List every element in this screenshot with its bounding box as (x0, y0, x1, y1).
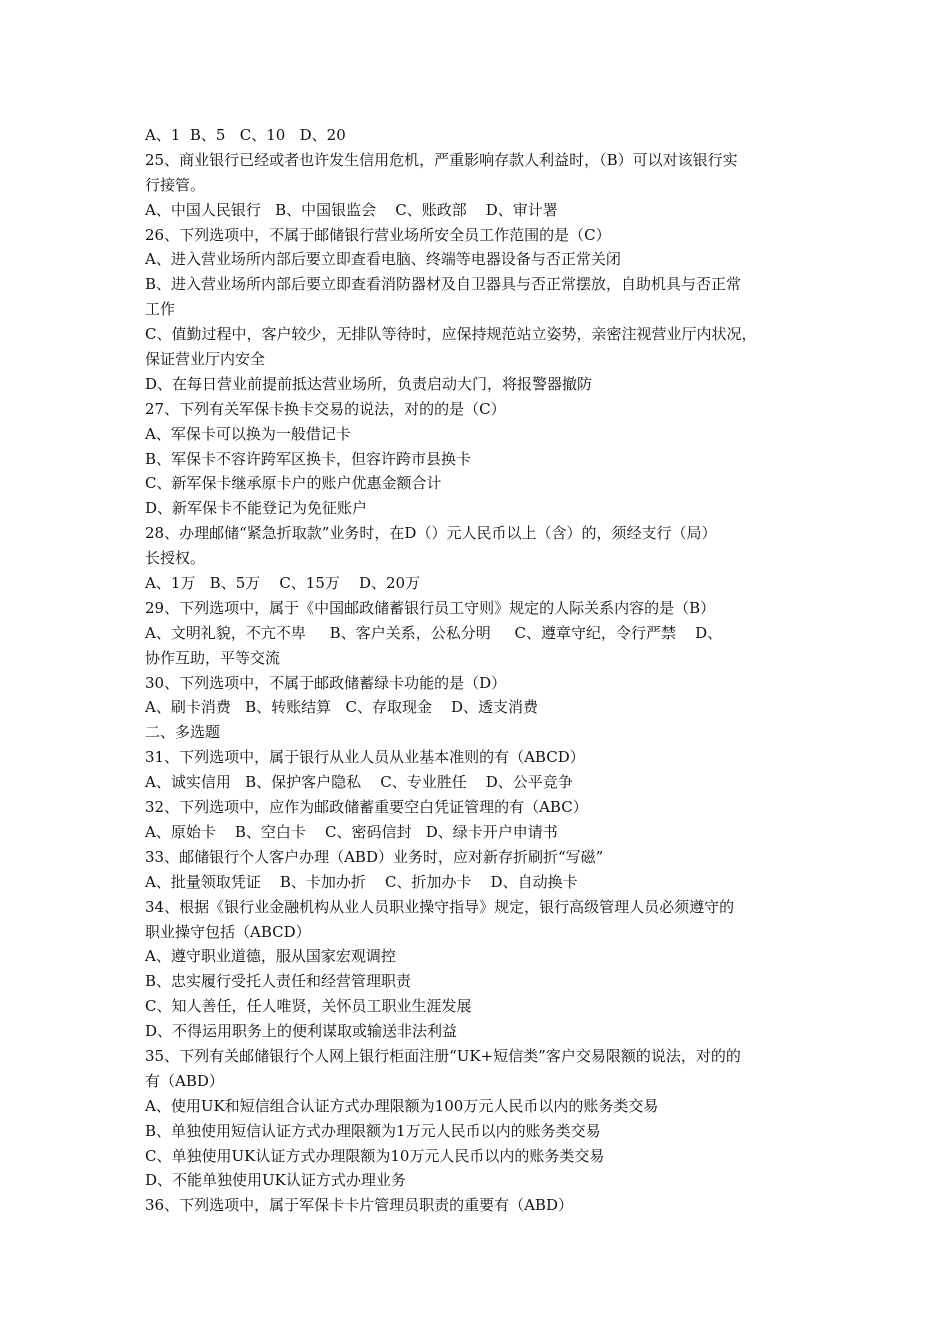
text-line: 有（ABD） (145, 1071, 224, 1090)
option-a: A、进入营业场所内部后要立即查看电脑、终端等电器设备与否正常关闭 (145, 250, 621, 269)
question-31: 31、下列选项中，属于银行从业人员从业基本准则的有（ABCD） (145, 748, 585, 767)
text-line: 工作 (145, 300, 176, 319)
question-28: 28、办理邮储“紧急折取款”业务时，在D（）元人民币以上（含）的，须经支行（局） (145, 524, 717, 543)
option-a: A、使用UK和短信组合认证方式办理限额为100万元人民币以内的账务类交易 (145, 1096, 659, 1115)
option-d: D、不能单独使用UK认证方式办理业务 (145, 1171, 406, 1190)
option-a: A、军保卡可以换为一般借记卡 (145, 424, 351, 443)
text-line: 保证营业厅内安全 (145, 350, 266, 369)
option-c: C、单独使用UK认证方式办理限额为10万元人民币以内的账务类交易 (145, 1146, 605, 1165)
option-b: B、忠实履行受托人责任和经营管理职责 (145, 972, 412, 991)
option-c: C、新军保卡继承原卡户的账户优惠金额合计 (145, 474, 442, 493)
options-31: A、诚实信用 B、保护客户隐私 C、专业胜任 D、公平竞争 (145, 773, 573, 792)
question-34: 34、根据《银行业金融机构从业人员职业操守指导》规定，银行高级管理人员必须遵守的 (145, 897, 735, 916)
option-b: B、军保卡不容许跨军区换卡，但容许跨市县换卡 (145, 449, 472, 468)
option-b: B、单独使用短信认证方式办理限额为1万元人民币以内的账务类交易 (145, 1121, 601, 1140)
section-heading: 二、多选题 (145, 723, 221, 742)
options-33: A、批量领取凭证 B、卡加办折 C、折加办卡 D、自动换卡 (145, 872, 578, 891)
options-30: A、刷卡消费 B、转账结算 C、存取现金 D、透支消费 (145, 698, 539, 717)
options-32: A、原始卡 B、空白卡 C、密码信封 D、绿卡开户申请书 (145, 822, 558, 841)
question-30: 30、下列选项中，不属于邮政储蓄绿卡功能的是（D） (145, 673, 507, 692)
text-line: 职业操守包括（ABCD） (145, 922, 311, 941)
document-page (145, 123, 835, 1218)
option-d: D、在每日营业前提前抵达营业场所，负责启动大门，将报警器撤防 (145, 374, 593, 393)
options-28: A、1万 B、5万 C、15万 D、20万 (145, 574, 421, 593)
option-b: B、进入营业场所内部后要立即查看消防器材及自卫器具与否正常摆放，自助机具与否正常 (145, 275, 742, 294)
text-line: 行接管。 (145, 175, 206, 194)
question-36: 36、下列选项中，属于军保卡卡片管理员职责的重要有（ABD） (145, 1196, 573, 1215)
options-25: A、中国人民银行 B、中国银监会 C、账政部 D、审计署 (145, 200, 558, 219)
options-29: A、文明礼貌，不亢不卑 B、客户关系，公私分明 C、遵章守纪，令行严禁 D、 (145, 623, 723, 642)
question-32: 32、下列选项中，应作为邮政储蓄重要空白凭证管理的有（ABC） (145, 798, 588, 817)
question-29: 29、下列选项中，属于《中国邮政储蓄银行员工守则》规定的人际关系内容的是（B） (145, 598, 716, 617)
question-25: 25、商业银行已经或者也许发生信用危机，严重影响存款人利益时，（B）可以对该银行实 (145, 150, 738, 169)
question-26: 26、下列选项中，不属于邮储银行营业场所安全员工作范围的是（C） (145, 225, 611, 244)
text-line: A、1 B、5 C、10 D、20 (145, 126, 346, 144)
text-line: 协作互助，平等交流 (145, 648, 281, 667)
question-35: 35、下列有关邮储银行个人网上银行柜面注册“UK+短信类”客户交易限额的说法，对的的 (145, 1046, 741, 1065)
question-27: 27、下列有关军保卡换卡交易的说法，对的的是（C） (145, 399, 506, 418)
option-d: D、不得运用职务上的便利谋取或输送非法利益 (145, 1022, 458, 1041)
option-a: A、遵守职业道德，服从国家宏观调控 (145, 947, 396, 966)
option-c: C、值勤过程中，客户较少，无排队等待时，应保持规范站立姿势，亲密注视营业厅内状况， (145, 325, 757, 344)
question-33: 33、邮储银行个人客户办理（ABD）业务时，应对新存折刷折“写磁” (145, 847, 604, 866)
option-c: C、知人善任，任人唯贤，关怀员工职业生涯发展 (145, 997, 472, 1016)
option-d: D、新军保卡不能登记为免征账户 (145, 499, 368, 518)
text-line: 长授权。 (145, 549, 206, 568)
